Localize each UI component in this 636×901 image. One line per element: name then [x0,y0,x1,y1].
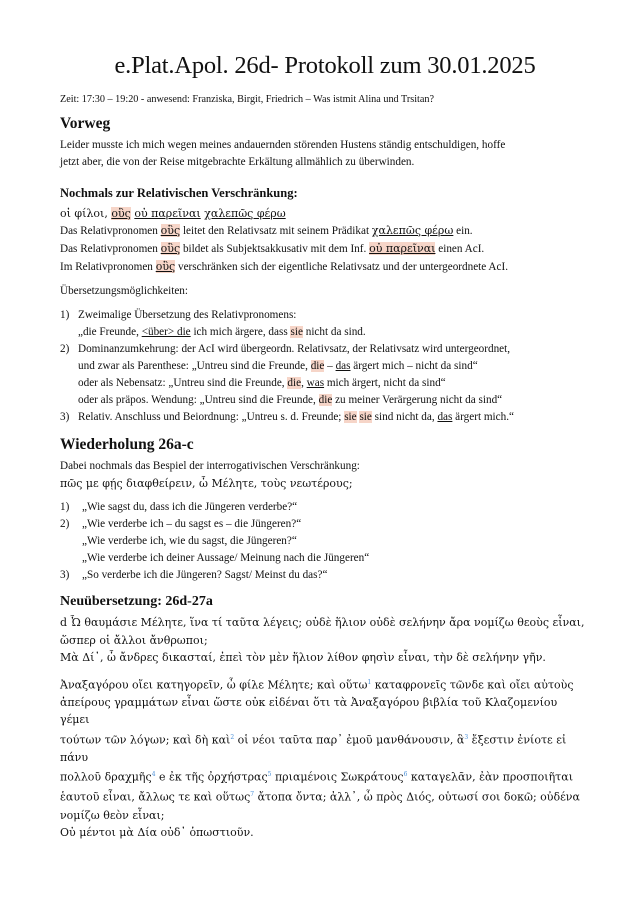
list-item [60,341,590,358]
list-item-continuation [60,324,590,341]
text: einen AcI. [435,243,485,255]
text: , [301,377,307,389]
list-item-continuation [60,392,590,409]
footnote-marker[interactable]: 5 [267,771,272,779]
list-number: 3) [60,411,70,423]
highlight-hous: οὓς [160,242,181,255]
list-number: 1) [60,309,70,321]
underline-ueber-die: <über> die [141,326,191,338]
section-heading-wiederholung: Wiederholung 26a-c [60,436,194,453]
footnote-marker[interactable]: 3 [464,733,469,741]
greek-example-interrogativ: πῶς με φῄς διαφθείρειν, ὦ Μέλητε, τοὺς νεωτέρους; [60,477,353,490]
text: – [324,360,336,372]
list-number: 2) [60,343,70,355]
text: „Wie sagst du, dass ich die Jüngeren verderbe?“ [82,501,298,513]
highlight-die: die [287,377,302,389]
highlight-hous: οὓς [111,207,131,220]
text: οἱ νέοι ταῦτα παρ᾽ ἐμοῦ μανθάνουσιν, ἃ [234,733,465,747]
highlight-hous: οὓς [155,260,176,273]
text: ich mich ärgere, dass [190,326,291,338]
greek-line [60,614,590,632]
text: e ἐκ τῆς ὀρχήστρας [155,770,268,784]
subheading-relativ: Nochmals zur Relativischen Verschränkung: [60,186,298,200]
greek-line: Οὐ μέντοι μὰ Δία οὐδ᾽ ὁπωστιοῦν. [60,826,254,840]
greek-line: ὥσπερ οἱ ἄλλοι ἄνθρωποι; [60,633,208,647]
text: καταγελᾶν, ἐὰν προσποιῆται [407,770,574,784]
underline-ou-pareinai: οὐ παρεῖναι [134,207,201,220]
relativ-line-2 [60,240,590,258]
text: πριαμένοις Σωκράτους [271,770,404,784]
footnote-marker[interactable]: 1 [367,678,372,686]
moeglichkeiten-label: Übersetzungsmöglichkeiten: [60,285,189,297]
text: καταφρονεῖς τῶνδε καὶ οἴει αὐτοὺς [371,678,574,692]
text: nicht da sind. [302,326,366,338]
underline-chalepos: χαλεπῶς φέρω [371,224,454,237]
highlight-die: die [310,360,325,372]
section-heading-neuuebersetzung: Neuübersetzung: 26d-27a [60,594,213,609]
underline-was: was [306,377,325,389]
text: ärgert mich – nicht da sind“ [350,360,478,372]
page-title: e.Plat.Apol. 26d- Protokoll zum 30.01.2025 [114,52,536,79]
greek-line [60,674,590,694]
document-page [60,52,590,842]
meta-line: Zeit: 17:30 – 19:20 - anwesend: Franziska, Birgit, Friedrich – Was istmit Alina und Trsitan? [60,94,435,105]
list-number: 3) [60,569,70,581]
relativ-line-3 [60,258,590,276]
footnote-marker[interactable]: 6 [403,771,408,779]
text: „Wie verderbe ich, wie du sagst, die Jüngeren?“ [82,535,297,547]
text: Ἀναξαγόρου οἴει κατηγορεῖν, ὦ φίλε Μέλητε; καὶ οὕτω [60,678,368,692]
text: Das Relativpronomen [60,225,161,237]
text: Zweimalige Übersetzung des Relativpronomens: [78,309,297,321]
text: ἑαυτοῦ εἶναι, ἄλλως τε καὶ οὕτως [60,791,251,805]
list-item [60,567,590,584]
text: τούτων τῶν λόγων; καὶ δὴ καὶ [60,733,231,747]
text: ein. [453,225,473,237]
footnote-marker[interactable]: 4 [151,771,156,779]
text: zu meiner Verärgerung nicht da sind“ [332,394,503,406]
underline-das: das [437,411,453,423]
highlight-sie: sie [290,326,303,338]
underline-das: das [335,360,351,372]
list-number: 1) [60,501,70,513]
questions-list [60,499,590,584]
list-item [60,499,590,516]
text: „die Freunde, [78,326,142,338]
list-item-continuation [60,533,590,550]
footnote-marker[interactable]: 7 [250,791,255,799]
text: Im Relativpronomen [60,261,156,273]
options-list [60,307,590,426]
wiederholung-line-1: Dabei nochmals das Bespiel der interrogativischen Verschränkung: [60,460,360,472]
greek-line [60,729,590,767]
vorweg-line-1: Leider musste ich mich wegen meines andauernden störenden Hustens ständig entschuldigen, hoffe [60,139,506,151]
text: leitet den Relativsatz mit seinem Prädikat [180,225,372,237]
footnote-marker[interactable]: 2 [230,733,235,741]
vorweg-line-2: jetzt aber, die von der Reise mitgebrachte Erkältung allmählich zu überwinden. [60,156,415,168]
text: πολλοῦ δραχμῆς [60,770,152,784]
text: und zwar als Parenthese: „Untreu sind die Freunde, [78,360,311,372]
underline-chalepos: χαλεπῶς φέρω [204,207,286,220]
text: „So verderbe ich die Jüngeren? Sagst/ Meinst du das?“ [82,569,328,581]
list-number: 2) [60,518,70,530]
greek-line: νομίζω θεὸν εἶναι; [60,808,165,822]
text: Dominanzumkehrung: der AcI wird übergeordn. Relativsatz, der Relativsatz wird untergeordnet, [78,343,511,355]
text: „Wie verderbe ich – du sagst es – die Jüngeren?“ [82,518,302,530]
list-item [60,516,590,533]
greek-passage [60,614,590,842]
text: ärgert mich.“ [452,411,514,423]
list-item [60,307,590,324]
greek-line [60,766,590,786]
greek-line: ἀπείρους γραμμάτων εἶναι ὥστε οὐκ εἰδέναι ὅτι τὰ Ἀναξαγόρου βιβλία τοῦ Κλαζομενίου γέμει [60,695,558,727]
relativ-line-1 [60,222,590,240]
text: Das Relativpronomen [60,243,161,255]
text: Relativ. Anschluss und Beiordnung: „Untreu s. d. Freunde; [78,411,345,423]
list-item-continuation [60,358,590,375]
text: „Wie verderbe ich deiner Aussage/ Meinung nach die Jüngeren“ [82,552,370,564]
text: ἔξεστιν ἐνίοτε εἰ πάνυ [60,733,567,764]
highlight-die: die [318,394,333,406]
text: ἄτοπα ὄντα; ἀλλ᾽, ὦ πρὸς Διός, οὑτωσί σοι δοκῶ; οὐδένα [254,791,580,805]
text: mich ärgert, nicht da sind“ [324,377,446,389]
highlight-hous: οὓς [160,224,181,237]
list-item [60,409,590,426]
highlight-ou-pareinai: οὐ παρεῖναι [369,242,436,255]
list-item-continuation [60,375,590,392]
greek-line [60,786,590,806]
highlight-sie: sie [359,411,372,423]
text: oder als präpos. Wendung: „Untreu sind die Freunde, [78,394,319,406]
highlight-sie: sie [344,411,357,423]
text: bildet als Subjektsakkusativ mit dem Inf. [180,243,370,255]
list-item-continuation [60,550,590,567]
text: verschränken sich der eigentliche Relativsatz und der untergeordnete AcI. [175,261,508,273]
greek-text: οἱ φίλοι, [60,207,112,220]
section-heading-vorweg: Vorweg [60,115,111,132]
margin-letter: d [60,616,68,629]
text: Ὦ θαυμάσιε Μέλητε, ἵνα τί ταῦτα λέγεις; οὐδὲ ἥλιον οὐδὲ σελήνην ἄρα νομίζω θεοὺς εἶναι, [67,616,585,629]
greek-example-relativ [60,205,590,222]
text: oder als Nebensatz: „Untreu sind die Freunde, [78,377,288,389]
greek-line: Μὰ Δί᾽, ὦ ἄνδρες δικασταί, ἐπεὶ τὸν μὲν ἥλιον λίθον φησὶν εἶναι, τὴν δὲ σελήνην γῆν. [60,651,546,664]
text: sind nicht da, [371,411,438,423]
